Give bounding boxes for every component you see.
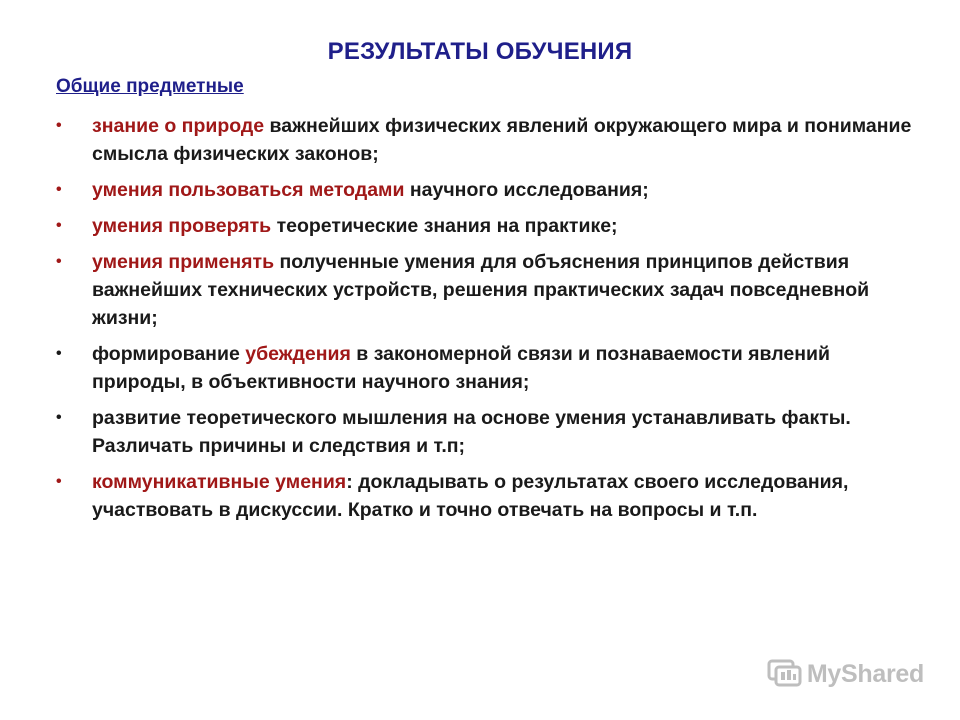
- item-highlight: умения пользоваться методами: [92, 179, 405, 201]
- bullet-icon: •: [56, 409, 62, 426]
- list-item: [56, 112, 916, 168]
- item-text: полученные умения для объяснения принципов действия важнейших технических устройств, решения практических задач повседневной жизни;: [92, 251, 870, 329]
- item-text: развитие теоретического мышления на основе умения устанавливать факты. Различать причины и следствия и т.п;: [92, 407, 851, 457]
- bullet-icon: •: [56, 253, 62, 270]
- item-highlight: знание о природе: [92, 115, 265, 137]
- bullet-icon: •: [56, 473, 62, 490]
- item-text: в закономерной связи и познаваемости явлений природы, в объективности научного знания;: [92, 343, 830, 393]
- myshared-logo-icon: [767, 658, 803, 690]
- bullet-icon: •: [56, 117, 62, 134]
- bullet-icon: •: [56, 181, 62, 198]
- item-highlight: умения проверять: [92, 215, 272, 237]
- item-text: важнейших физических явлений окружающего мира и понимание смысла физических законов;: [92, 115, 912, 165]
- item-text-pre: формирование: [92, 343, 246, 365]
- item-highlight: умения применять: [92, 251, 275, 273]
- list-item: [56, 404, 916, 460]
- bullet-icon: •: [56, 345, 62, 362]
- list-item: [56, 176, 916, 204]
- results-list: [56, 112, 916, 532]
- list-item: [56, 248, 916, 332]
- watermark: [767, 658, 924, 690]
- item-text: : докладывать о результатах своего исследования, участвовать в дискуссии. Кратко и точно отвечать на вопросы и т.п.: [92, 471, 849, 521]
- list-item: [56, 212, 916, 240]
- slide-title: РЕЗУЛЬТАТЫ ОБУЧЕНИЯ: [327, 38, 633, 65]
- item-highlight: коммуникативные умения: [92, 471, 347, 493]
- item-text: научного исследования;: [404, 179, 649, 201]
- list-item: [56, 340, 916, 396]
- section-subtitle: Общие предметные: [56, 76, 244, 97]
- bullet-icon: •: [56, 217, 62, 234]
- item-text: теоретические знания на практике;: [271, 215, 618, 237]
- watermark-text: MyShared: [806, 659, 924, 688]
- item-highlight: убеждения: [245, 343, 351, 365]
- list-item: [56, 468, 916, 524]
